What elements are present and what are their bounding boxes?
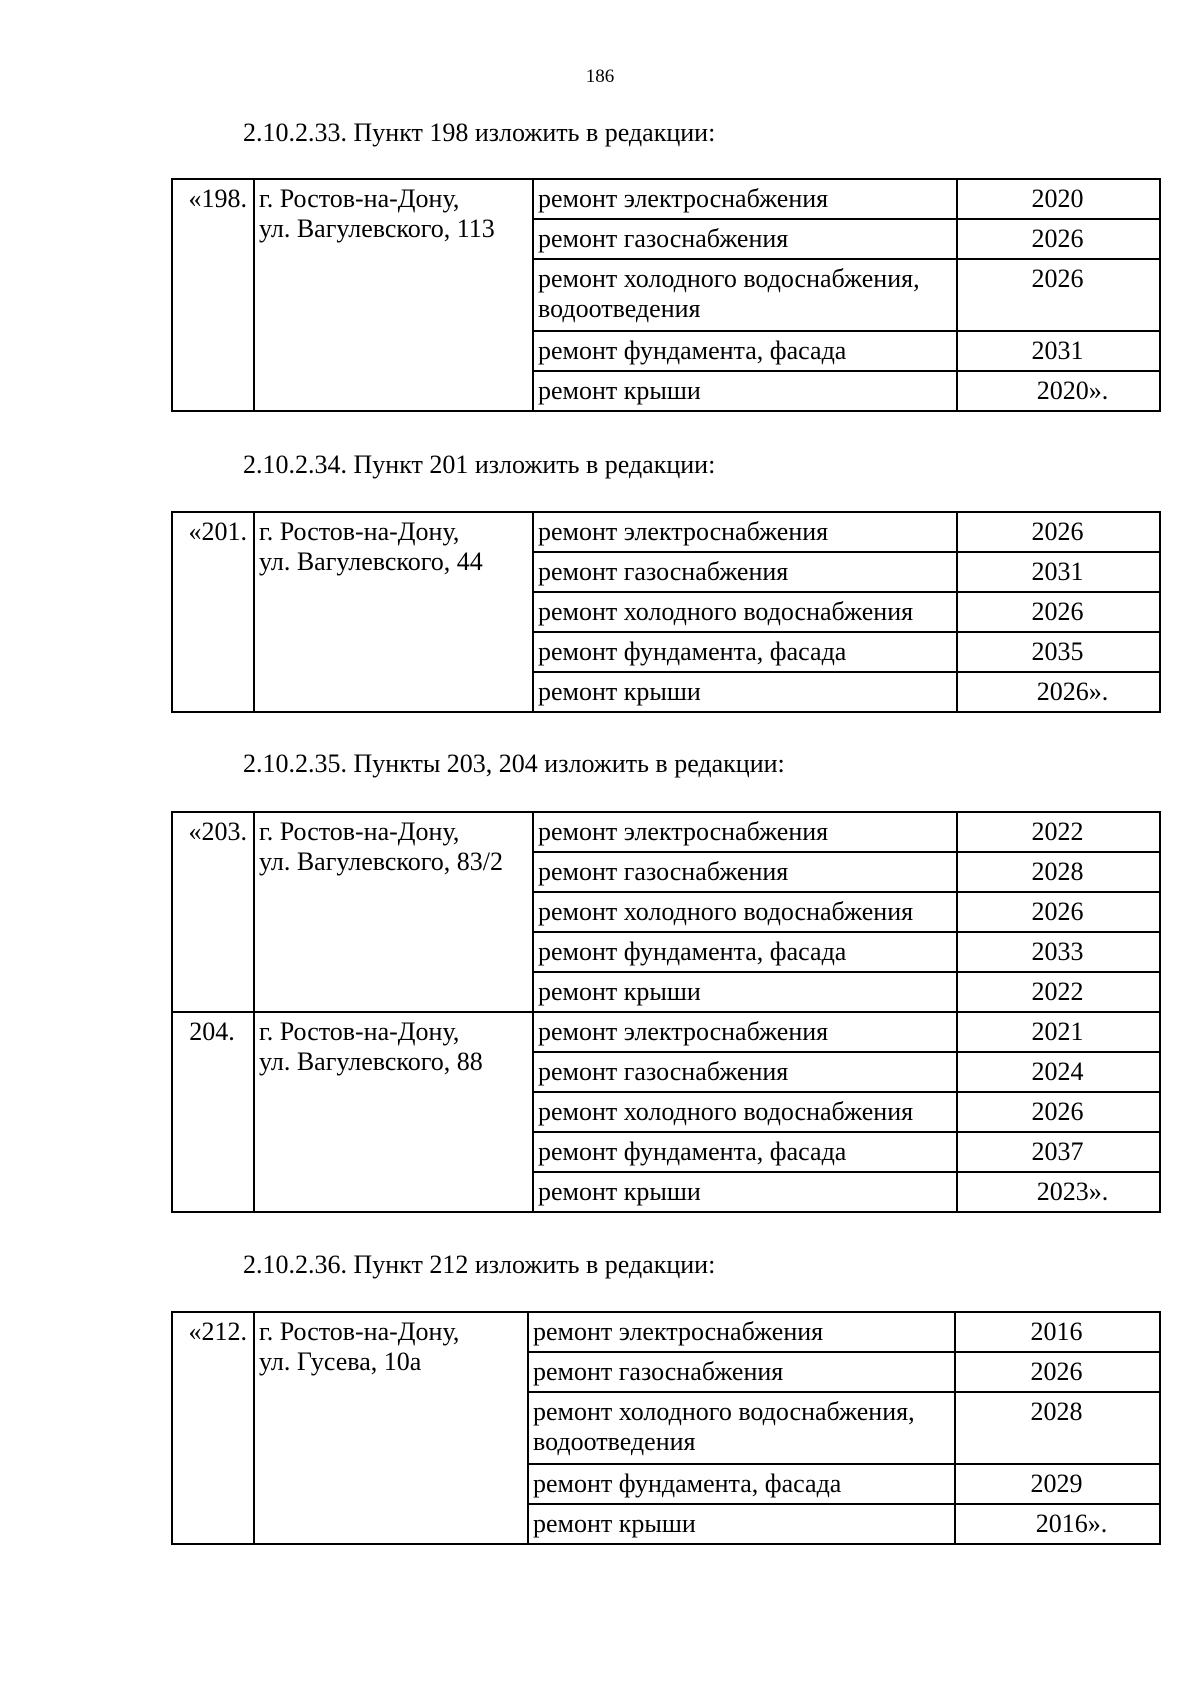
work-year: 2035 bbox=[957, 632, 1160, 672]
address-city: г. Ростов-на-Дону, bbox=[259, 517, 460, 546]
work-type: ремонт холодного водоснабжения bbox=[533, 592, 957, 632]
work-year: 2026 bbox=[957, 892, 1160, 932]
work-year: 2028 bbox=[957, 852, 1160, 892]
work-type: ремонт крыши bbox=[533, 972, 957, 1012]
address-cell bbox=[254, 812, 533, 1012]
address-cell bbox=[254, 1312, 528, 1544]
work-type: ремонт электроснабжения bbox=[533, 512, 957, 552]
item-number: «203. bbox=[172, 812, 254, 1012]
work-type: ремонт фундамента, фасада bbox=[528, 1464, 955, 1504]
work-type: ремонт газоснабжения bbox=[533, 219, 957, 259]
repair-table bbox=[171, 1311, 1161, 1545]
work-year: 2026 bbox=[957, 512, 1160, 552]
item-number: «212. bbox=[172, 1312, 254, 1544]
work-year: 2026». bbox=[957, 672, 1160, 712]
work-type: ремонт фундамента, фасада bbox=[533, 331, 957, 371]
address-city: г. Ростов-на-Дону, bbox=[259, 817, 460, 846]
work-year: 2031 bbox=[957, 552, 1160, 592]
address-street: ул. Гусева, 10а bbox=[259, 1347, 422, 1376]
work-type: ремонт газоснабжения bbox=[533, 1052, 957, 1092]
work-type: ремонт холодного водоснабжения, водоотведения bbox=[528, 1392, 955, 1464]
work-year: 2016 bbox=[955, 1312, 1160, 1352]
section-heading: 2.10.2.34. Пункт 201 изложить в редакции: bbox=[243, 450, 716, 479]
work-type: ремонт газоснабжения bbox=[528, 1352, 955, 1392]
work-type: ремонт фундамента, фасада bbox=[533, 932, 957, 972]
work-type: ремонт холодного водоснабжения, водоотведения bbox=[533, 259, 957, 331]
work-type: ремонт электроснабжения bbox=[528, 1312, 955, 1352]
work-year: 2029 bbox=[955, 1464, 1160, 1504]
address-cell bbox=[254, 512, 533, 712]
section-heading: 2.10.2.35. Пункты 203, 204 изложить в редакции: bbox=[243, 749, 785, 778]
work-year: 2026 bbox=[957, 1092, 1160, 1132]
work-type: ремонт газоснабжения bbox=[533, 852, 957, 892]
section-heading: 2.10.2.36. Пункт 212 изложить в редакции: bbox=[243, 1250, 716, 1279]
repair-table bbox=[171, 178, 1161, 412]
work-type: ремонт электроснабжения bbox=[533, 812, 957, 852]
work-year: 2020 bbox=[957, 179, 1160, 219]
page-number: 186 bbox=[585, 66, 615, 87]
address-cell bbox=[254, 1012, 533, 1212]
work-type: ремонт крыши bbox=[533, 1172, 957, 1212]
work-type: ремонт холодного водоснабжения bbox=[533, 892, 957, 932]
work-type: ремонт газоснабжения bbox=[533, 552, 957, 592]
work-year: 2028 bbox=[955, 1392, 1160, 1464]
work-year: 2026 bbox=[957, 219, 1160, 259]
address-street: ул. Вагулевского, 113 bbox=[259, 214, 495, 243]
address-city: г. Ростов-на-Дону, bbox=[259, 1317, 460, 1346]
work-type: ремонт электроснабжения bbox=[533, 179, 957, 219]
repair-table bbox=[171, 811, 1161, 1213]
section-heading: 2.10.2.33. Пункт 198 изложить в редакции: bbox=[243, 118, 716, 147]
work-year: 2024 bbox=[957, 1052, 1160, 1092]
work-year: 2037 bbox=[957, 1132, 1160, 1172]
work-year: 2031 bbox=[957, 331, 1160, 371]
item-number: «198. bbox=[172, 179, 254, 411]
work-year: 2026 bbox=[957, 592, 1160, 632]
work-type: ремонт холодного водоснабжения bbox=[533, 1092, 957, 1132]
work-type: ремонт крыши bbox=[533, 672, 957, 712]
work-type: ремонт фундамента, фасада bbox=[533, 632, 957, 672]
address-street: ул. Вагулевского, 83/2 bbox=[259, 847, 503, 876]
repair-table bbox=[171, 511, 1161, 713]
item-number: 204. bbox=[172, 1012, 254, 1212]
work-type: ремонт электроснабжения bbox=[533, 1012, 957, 1052]
work-year: 2026 bbox=[955, 1352, 1160, 1392]
work-year: 2033 bbox=[957, 932, 1160, 972]
work-year: 2020». bbox=[957, 371, 1160, 411]
address-street: ул. Вагулевского, 88 bbox=[259, 1047, 483, 1076]
work-year: 2021 bbox=[957, 1012, 1160, 1052]
work-year: 2022 bbox=[957, 812, 1160, 852]
work-year: 2016». bbox=[955, 1504, 1160, 1544]
work-year: 2023». bbox=[957, 1172, 1160, 1212]
address-city: г. Ростов-на-Дону, bbox=[259, 184, 460, 213]
work-type: ремонт крыши bbox=[528, 1504, 955, 1544]
address-city: г. Ростов-на-Дону, bbox=[259, 1017, 460, 1046]
address-cell bbox=[254, 179, 533, 411]
work-type: ремонт фундамента, фасада bbox=[533, 1132, 957, 1172]
work-year: 2026 bbox=[957, 259, 1160, 331]
work-type: ремонт крыши bbox=[533, 371, 957, 411]
address-street: ул. Вагулевского, 44 bbox=[259, 547, 483, 576]
work-year: 2022 bbox=[957, 972, 1160, 1012]
item-number: «201. bbox=[172, 512, 254, 712]
